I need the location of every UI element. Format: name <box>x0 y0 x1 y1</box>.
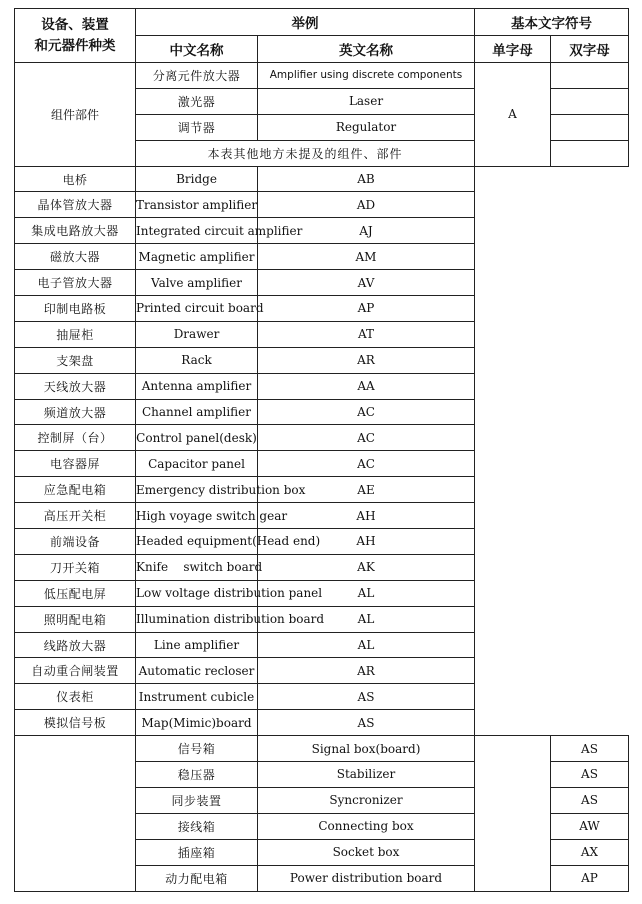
table-row <box>15 399 629 425</box>
cn-name-cell: 抽屉柜 <box>15 321 136 347</box>
double-letter-cell: AS <box>551 787 629 813</box>
en-name-cell: Stabilizer <box>258 762 475 788</box>
table-row <box>15 244 629 270</box>
en-name-cell: Amplifier using discrete components <box>258 63 475 89</box>
cn-name-cell: 支架盘 <box>15 347 136 373</box>
en-name-cell: Rack <box>136 347 258 373</box>
cn-name-cell: 电子管放大器 <box>15 270 136 296</box>
double-letter-cell: AW <box>551 813 629 839</box>
header-single-letter: 单字母 <box>475 36 551 63</box>
double-letter-cell: AK <box>258 554 475 580</box>
en-name-cell: Integrated circuit amplifier <box>136 218 258 244</box>
table-row <box>15 166 629 192</box>
double-letter-cell: AL <box>258 580 475 606</box>
header-category <box>15 9 136 63</box>
double-letter-cell: AS <box>258 710 475 736</box>
en-name-cell: Power distribution board <box>258 865 475 891</box>
en-name-cell: Antenna amplifier <box>136 373 258 399</box>
double-letter-cell: AR <box>258 347 475 373</box>
en-name-cell: Magnetic amplifier <box>136 244 258 270</box>
header-category-line1: 设备、装置 <box>41 16 109 33</box>
table-row <box>15 736 629 762</box>
header-en-name: 英文名称 <box>258 36 475 63</box>
cn-name-cell: 印制电路板 <box>15 296 136 322</box>
double-letter-cell <box>551 140 629 166</box>
header-cn-name: 中文名称 <box>136 36 258 63</box>
double-letter-cell: AH <box>258 503 475 529</box>
en-name-cell: Map(Mimic)board <box>136 710 258 736</box>
table-row <box>15 503 629 529</box>
table-row <box>15 580 629 606</box>
double-letter-cell: AE <box>258 477 475 503</box>
double-letter-cell: AP <box>551 865 629 891</box>
double-letter-cell: AD <box>258 192 475 218</box>
cn-name-cell: 仪表柜 <box>15 684 136 710</box>
table-row <box>15 477 629 503</box>
header-category-line2: 和元器件种类 <box>34 37 116 54</box>
double-letter-cell: AC <box>258 399 475 425</box>
double-letter-cell <box>551 114 629 140</box>
cn-name-cell: 应急配电箱 <box>15 477 136 503</box>
cn-name-cell: 照明配电箱 <box>15 606 136 632</box>
cn-name-cell: 信号箱 <box>136 736 258 762</box>
en-name-cell: Capacitor panel <box>136 451 258 477</box>
double-letter-cell: AS <box>551 762 629 788</box>
table-row <box>15 321 629 347</box>
category-cell-continued <box>15 736 136 891</box>
cn-name-cell: 磁放大器 <box>15 244 136 270</box>
double-letter-cell: AJ <box>258 218 475 244</box>
en-name-cell: Illumination distribution board <box>136 606 258 632</box>
cn-name-cell: 天线放大器 <box>15 373 136 399</box>
double-letter-cell: AC <box>258 451 475 477</box>
double-letter-cell: AP <box>258 296 475 322</box>
cn-name-cell: 电容器屏 <box>15 451 136 477</box>
en-name-cell: Automatic recloser <box>136 658 258 684</box>
double-letter-cell: AS <box>551 736 629 762</box>
double-letter-cell: AV <box>258 270 475 296</box>
single-letter-cell: A <box>475 63 551 167</box>
single-letter-cell-continued <box>475 736 551 891</box>
en-name-cell: Printed circuit board <box>136 296 258 322</box>
table-row <box>15 270 629 296</box>
cn-name-cell: 晶体管放大器 <box>15 192 136 218</box>
table-row <box>15 192 629 218</box>
table-row <box>15 373 629 399</box>
en-name-cell: Emergency distribution box <box>136 477 258 503</box>
table-row <box>15 296 629 322</box>
en-name-cell: Low voltage distribution panel <box>136 580 258 606</box>
en-name-cell: Instrument cubicle <box>136 684 258 710</box>
en-name-cell: Headed equipment(Head end) <box>136 529 258 555</box>
cn-name-cell: 低压配电屏 <box>15 580 136 606</box>
cn-name-cell: 稳压器 <box>136 762 258 788</box>
table-row <box>15 451 629 477</box>
double-letter-cell: AB <box>258 166 475 192</box>
cn-name-cell: 调节器 <box>136 114 258 140</box>
table-row <box>15 554 629 580</box>
en-name-cell: Control panel(desk) <box>136 425 258 451</box>
header-symbols: 基本文字符号 <box>475 9 629 36</box>
cn-name-cell: 集成电路放大器 <box>15 218 136 244</box>
double-letter-cell: AC <box>258 425 475 451</box>
en-name-cell: Regulator <box>258 114 475 140</box>
en-name-cell: Line amplifier <box>136 632 258 658</box>
category-cell: 组件部件 <box>15 63 136 167</box>
en-name-cell: Transistor amplifier <box>136 192 258 218</box>
double-letter-cell <box>551 63 629 89</box>
cn-name-cell: 动力配电箱 <box>136 865 258 891</box>
cn-name-cell: 高压开关柜 <box>15 503 136 529</box>
double-letter-cell <box>551 88 629 114</box>
double-letter-cell: AH <box>258 529 475 555</box>
double-letter-cell: AL <box>258 606 475 632</box>
en-name-cell: Knife switch board <box>136 554 258 580</box>
en-name-cell: Signal box(board) <box>258 736 475 762</box>
en-name-cell: Socket box <box>258 839 475 865</box>
cn-name-cell: 同步装置 <box>136 787 258 813</box>
table-row <box>15 347 629 373</box>
double-letter-cell: AS <box>258 684 475 710</box>
en-name-cell: High voyage switch gear <box>136 503 258 529</box>
double-letter-cell: AR <box>258 658 475 684</box>
en-name-cell: Drawer <box>136 321 258 347</box>
table-row <box>15 218 629 244</box>
double-letter-cell: AM <box>258 244 475 270</box>
en-name-cell: Laser <box>258 88 475 114</box>
cn-name-cell: 分离元件放大器 <box>136 63 258 89</box>
cn-name-cell: 电桥 <box>15 166 136 192</box>
table-row <box>15 425 629 451</box>
cn-name-cell: 激光器 <box>136 88 258 114</box>
table-row <box>15 710 629 736</box>
cn-name-cell: 前端设备 <box>15 529 136 555</box>
table-row <box>15 606 629 632</box>
double-letter-cell: AX <box>551 839 629 865</box>
cn-name-cell: 模拟信号板 <box>15 710 136 736</box>
table-row <box>15 632 629 658</box>
en-name-cell: Connecting box <box>258 813 475 839</box>
cn-name-cell: 接线箱 <box>136 813 258 839</box>
header-examples: 举例 <box>136 9 475 36</box>
en-name-cell: Bridge <box>136 166 258 192</box>
span-note-cell: 本表其他地方未提及的组件、部件 <box>136 140 475 166</box>
double-letter-cell: AA <box>258 373 475 399</box>
table-row <box>15 684 629 710</box>
en-name-cell: Channel amplifier <box>136 399 258 425</box>
cn-name-cell: 频道放大器 <box>15 399 136 425</box>
double-letter-cell: AT <box>258 321 475 347</box>
table-row <box>15 658 629 684</box>
table-row <box>15 529 629 555</box>
en-name-cell: Syncronizer <box>258 787 475 813</box>
table-row <box>15 63 629 89</box>
cn-name-cell: 刀开关箱 <box>15 554 136 580</box>
cn-name-cell: 控制屏（台） <box>15 425 136 451</box>
cn-name-cell: 插座箱 <box>136 839 258 865</box>
double-letter-cell: AL <box>258 632 475 658</box>
symbol-table <box>14 8 629 892</box>
en-name-cell: Valve amplifier <box>136 270 258 296</box>
cn-name-cell: 线路放大器 <box>15 632 136 658</box>
header-double-letter: 双字母 <box>551 36 629 63</box>
cn-name-cell: 自动重合闸装置 <box>15 658 136 684</box>
